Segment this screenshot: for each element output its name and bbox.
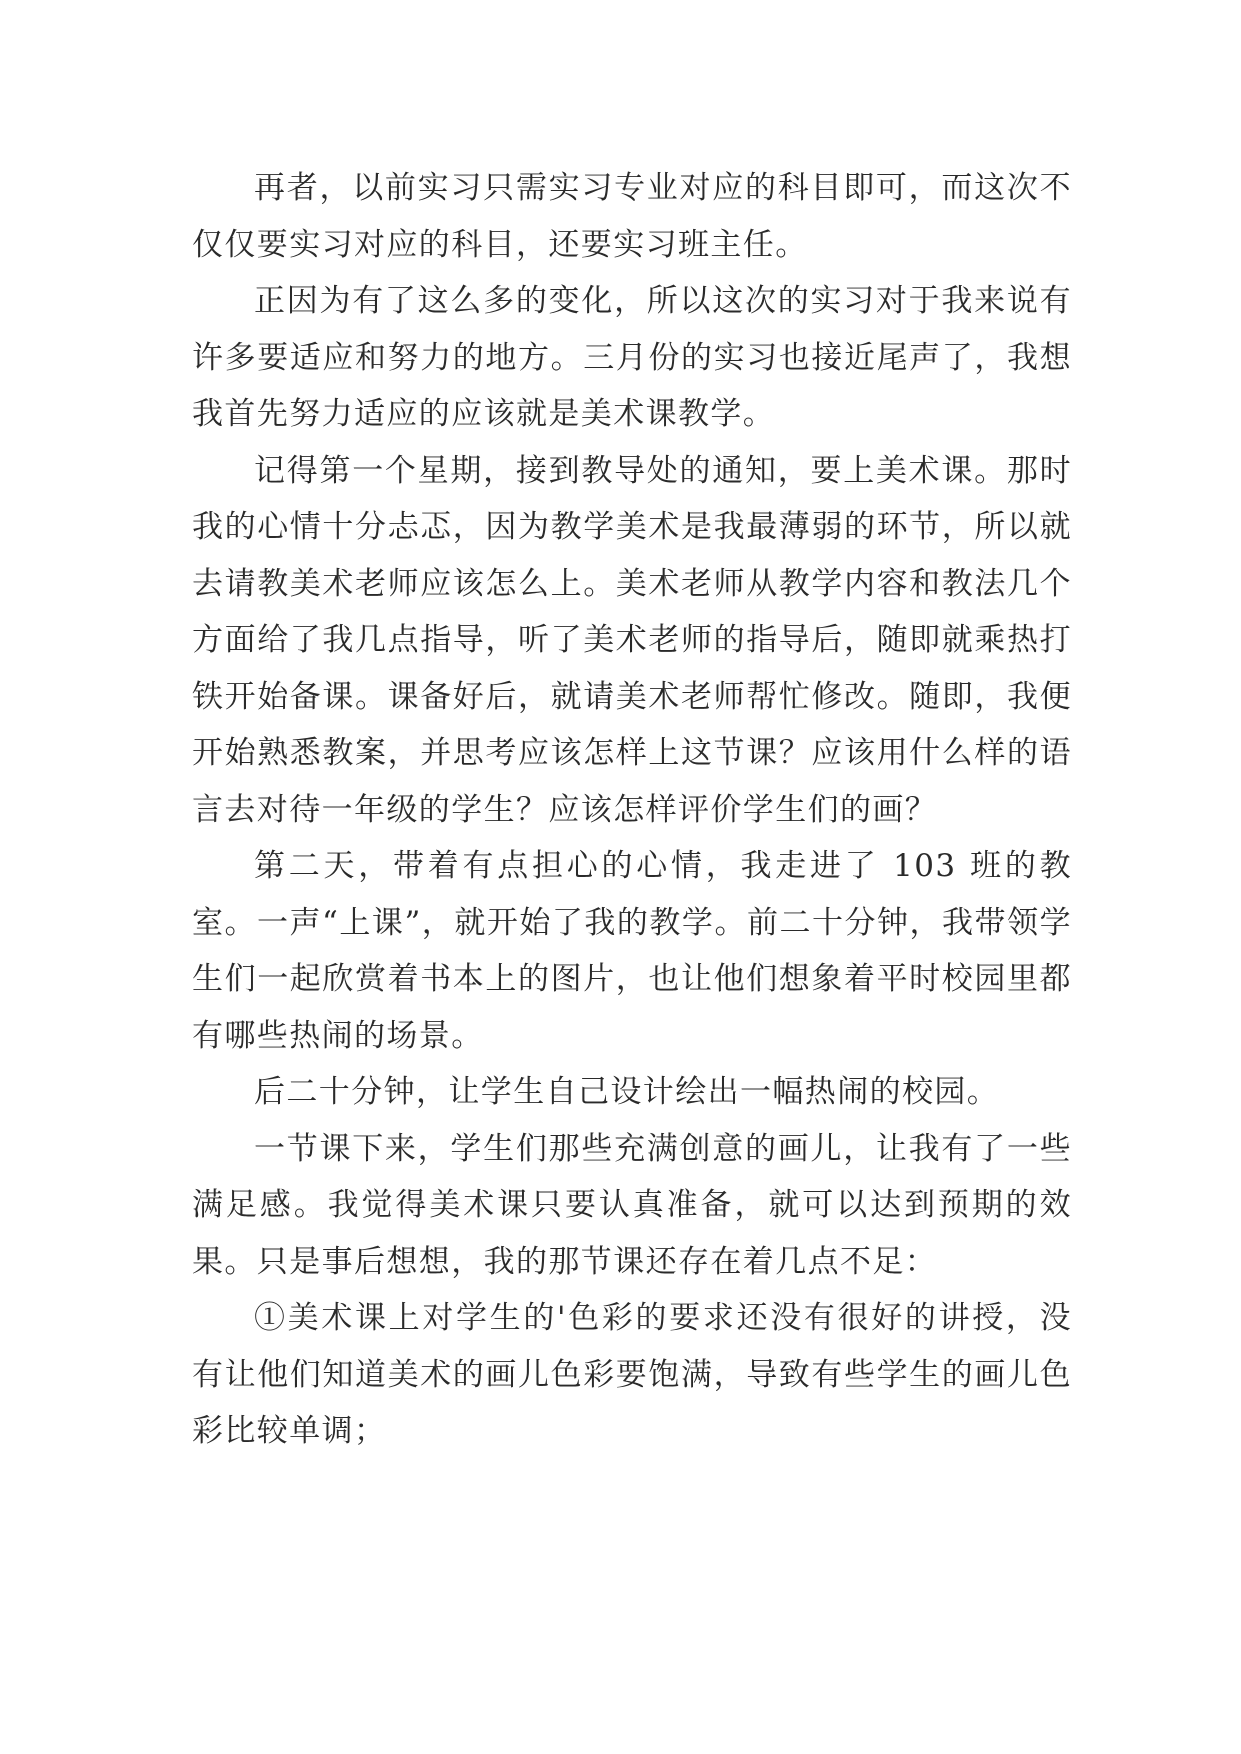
paragraph-5: 后二十分钟，让学生自己设计绘出一幅热闹的校园。 — [254, 1074, 1000, 1110]
paragraph-1: 再者，以前实习只需实习专业对应的科目即可，而这次不仅仅要实习对应的科目，还要实习班主任。 — [192, 170, 1072, 263]
paragraph-3: 记得第一个星期，接到教导处的通知，要上美术课。那时我的心情十分忐忑，因为教学美术是我最薄弱的环节，所以就去请教美术老师应该怎么上。美术老师从教学内容和教法几个方面给了我几点指导，听了美术老师的指导后，随即就乘热打铁开始备课。课备好后，就请美术老师帮忙修改。随即，我便开始熟悉教案，并思考应该怎样上这节课？应该用什么样的语言去对待一年级的学生？应该怎样评价学生们的画？ — [192, 452, 1072, 828]
document-body — [192, 160, 1072, 1460]
paragraph-4: 第二天，带着有点担心的心情，我走进了 103 班的教室。一声“上课”，就开始了我的教学。前二十分钟，我带领学生们一起欣赏着书本上的图片，也让他们想象着平时校园里都有哪些热闹的场景。 — [192, 848, 1072, 1054]
paragraph-6: 一节课下来，学生们那些充满创意的画儿，让我有了一些满足感。我觉得美术课只要认真准备，就可以达到预期的效果。只是事后想想，我的那节课还存在着几点不足： — [192, 1130, 1072, 1280]
paragraph-2: 正因为有了这么多的变化，所以这次的实习对于我来说有许多要适应和努力的地方。三月份的实习也接近尾声了，我想我首先努力适应的应该就是美术课教学。 — [192, 283, 1072, 432]
paragraph-7: ①美术课上对学生的'色彩的要求还没有很好的讲授，没有让他们知道美术的画儿色彩要饱满，导致有些学生的画儿色彩比较单调； — [192, 1300, 1072, 1449]
